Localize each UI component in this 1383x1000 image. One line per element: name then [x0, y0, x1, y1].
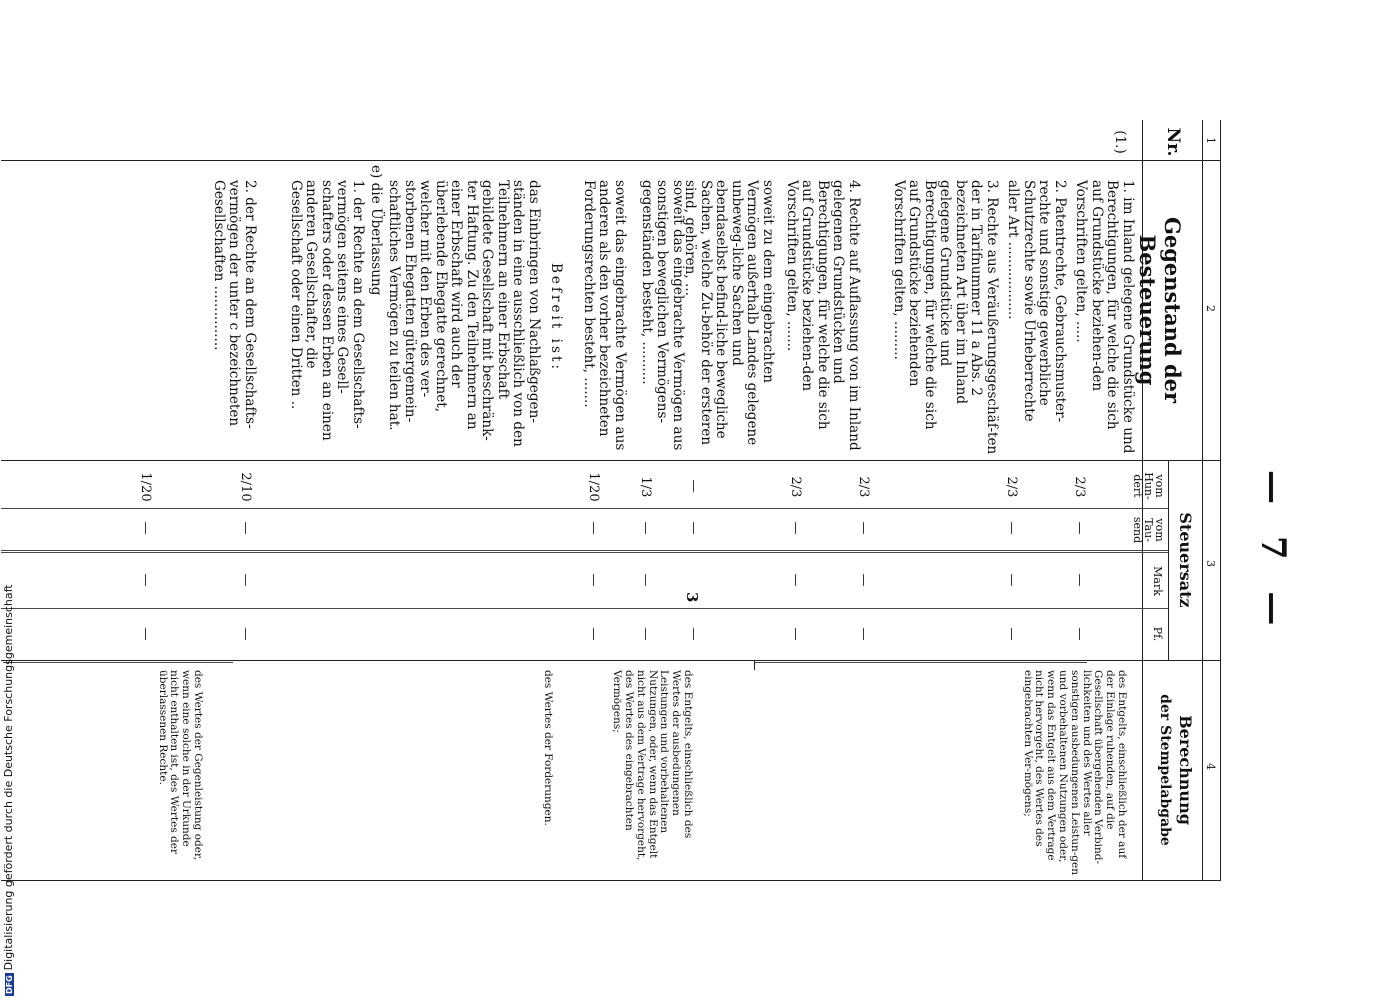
dash-thousand-3: —	[856, 521, 871, 535]
dash-thousand-5: —	[686, 521, 701, 535]
item-e2: 2. der Rechte an dem Gesellschafts-vermögen der unter c bezeichneten Gesellschaften ...............	[211, 180, 258, 429]
row-number: (1.)	[1112, 130, 1128, 154]
dash-thousand-6: —	[638, 521, 653, 535]
colno-rule	[1202, 120, 1203, 880]
dash-mark-4: —	[788, 573, 803, 587]
col3b-divider-double	[1, 552, 1169, 553]
dash-pf-8: —	[238, 627, 253, 641]
brace-2-stem	[3, 662, 233, 663]
rate-item-3: 2/3	[856, 476, 871, 498]
dash-thousand-2: —	[1004, 521, 1019, 535]
col3-divider	[1, 660, 1221, 661]
header-calc-1: Berechnung	[1176, 715, 1195, 825]
header-pf: Pf.	[1151, 626, 1164, 642]
dash-mark-8: —	[238, 573, 253, 587]
dash-thousand-7: —	[586, 521, 601, 535]
rate-e1: 2/10	[238, 472, 253, 502]
footer-text: Digitalisierung gefördert durch die Deutsche Forschungsgemeinschaft	[2, 584, 15, 971]
dash-mark-3: —	[856, 573, 871, 587]
dash-mark-9: —	[138, 573, 153, 587]
table-right-rule	[1, 880, 1221, 881]
dash-pf-2: —	[1004, 627, 1019, 641]
header-per-hundred: vom Hun-dert	[1131, 472, 1166, 500]
header-calc-2: der Stempelabgabe	[1157, 694, 1173, 846]
dash-pf-4: —	[788, 627, 803, 641]
item-1: 1. im Inland gelegene Grundstücke und Berechtigungen, für welche die sich auf Grundstücke beziehen-den Vorschriften gelten, .....	[1073, 180, 1136, 454]
dash-pf-9: —	[138, 627, 153, 641]
header-nr: Nr.	[1163, 127, 1183, 157]
dash-thousand-9: —	[138, 521, 153, 535]
rate-item-4: 2/3	[788, 476, 803, 498]
colno-1: 1	[1204, 137, 1217, 144]
header-tax-rate: Steuersatz	[1176, 512, 1195, 608]
para-claims: soweit das eingebrachte Vermögen aus anderen als den vorher bezeichneten Forderungsrechten besteht, .......	[581, 180, 628, 451]
dash-pf-3: —	[856, 627, 871, 641]
rate-claims: 1/20	[586, 472, 601, 502]
item-2: 2. Patentrechte, Gebrauchsmuster-rechte und sonstige gewerbliche Schutzrechte sowie Urheberrechte aller Art ..................	[1005, 180, 1068, 423]
col2-divider	[1, 460, 1221, 461]
exempt-heading: Befreit ist:	[548, 262, 564, 373]
item-e: e) die Überlassung	[368, 165, 384, 296]
item-3: 3. Rechte aus Veräußerungsgeschäf-ten der in Tarifnummer 11 a Abs. 2 bezeichneten Art über im Inland gelegene Grundstücke und Berechtigungen, für welche die sich auf Grundstücke beziehenden Vorschriften gelten, .........	[891, 180, 1000, 455]
note-entgelt-2: des Entgelts, einschließlich des Wertes der ausbedungenen Leistungen und vorbehaltenen Nutzungen, oder, wenn das Entgelt nicht aus dem Vertrage hervorgeht, des Wertes des eingebrachten Vermögens;	[611, 670, 694, 861]
dash-thousand-4: —	[788, 521, 803, 535]
dash-pf-1: —	[1072, 627, 1087, 641]
dash-hundred-immovable: —	[686, 479, 701, 493]
exempt-text: das Einbringen von Nachlaßgegen-ständen in eine ausschließlich von den Teilnehmern an einer Erbschaft gebildete Gesellschaft mit beschränk-ter Haftung. Zu den Teilnehmern an einer Erbschaft wird auch der überlebende Ehegatte gerechnet, welcher mit den Erben des ver-storbenen Ehegatten gütergemein-schaftliches Vermögen zu teilen hat.	[386, 180, 542, 447]
dash-thousand-1: —	[1072, 521, 1087, 535]
dash-mark-6: —	[638, 573, 653, 587]
note-claims: des Wertes der Forderungen.	[542, 670, 554, 826]
rate-movable: 1/3	[638, 476, 653, 498]
header-per-thousand: vom Tau-send	[1131, 516, 1166, 544]
dash-mark-7: —	[586, 573, 601, 587]
para-immovable: soweit zu dem eingebrachten Vermögen außerhalb Landes gelegene unbeweg-liche Sachen und ebendaselbst befind-liche bewegliche Sachen, welche Zu-behör der ersteren sind, gehören, ...	[682, 180, 776, 446]
header-object: Gegenstand der Besteuerung	[1135, 216, 1185, 404]
col3c-divider	[1, 608, 1169, 609]
dash-pf-6: —	[638, 627, 653, 641]
col3b-divider	[1, 550, 1169, 551]
rate-item-2: 2/3	[1004, 476, 1019, 498]
mark-immovable: 3	[683, 592, 701, 603]
note-counterperformance: des Wertes der Gegenleistung oder, wenn eine solche in der Urkunde nicht enthalten ist, des Wertes der überlassenen Rechte.	[156, 670, 204, 861]
page-number: — 7 —	[1253, 470, 1293, 636]
rate-e2: 1/20	[138, 472, 153, 502]
dash-thousand-8: —	[238, 521, 253, 535]
colno-4: 4	[1204, 763, 1217, 770]
brace-1-stem	[755, 662, 1087, 663]
dash-mark-1: —	[1072, 573, 1087, 587]
dash-mark-2: —	[1004, 573, 1019, 587]
rate-item-1: 2/3	[1072, 476, 1087, 498]
col3-subheader-rule	[1168, 460, 1169, 660]
dash-pf-7: —	[586, 627, 601, 641]
colno-2: 2	[1204, 305, 1217, 312]
para-movable: soweit das eingebrachte Vermögen aus sonstigen beweglichen Vermögens-gegenständen besteht, ..........	[639, 180, 686, 451]
digitization-footer	[2, 0, 16, 1000]
col3a-divider	[1, 508, 1169, 509]
note-entgelt-1: des Entgelts, einschließlich der auf der Einlage ruhenden, auf die Gesellschaft übergehenden Verbind-lichkeiten und des Wertes aller sonstigen ausbedungenen Leistun-gen und vorbehaltenen Nutzungen oder, wenn das Entgelt aus dem Vertrage nicht hervorgeht, des Wertes des eingebrachten Ver-mögens;	[1021, 670, 1128, 876]
col1-divider	[1, 160, 1221, 161]
header-mark: Mark	[1151, 566, 1164, 596]
colno-3: 3	[1204, 560, 1217, 567]
dash-pf-5: —	[686, 627, 701, 641]
item-4: 4. Rechte auf Auflassung von im Inland gelegenen Grundstücken und Berechtigungen, für welche die sich auf Grundstücke beziehen-den Vorschriften gelten, .......	[784, 180, 862, 451]
item-e1: 1. der Rechte an dem Gesellschafts-vermögen seitens eines Gesell-schafters oder dessen Erben an einen anderen Gesellschafter, die Gesellschaft oder einen Dritten ..	[288, 180, 366, 441]
top-rule	[1220, 120, 1221, 880]
dfg-logo: DFG	[5, 975, 14, 994]
